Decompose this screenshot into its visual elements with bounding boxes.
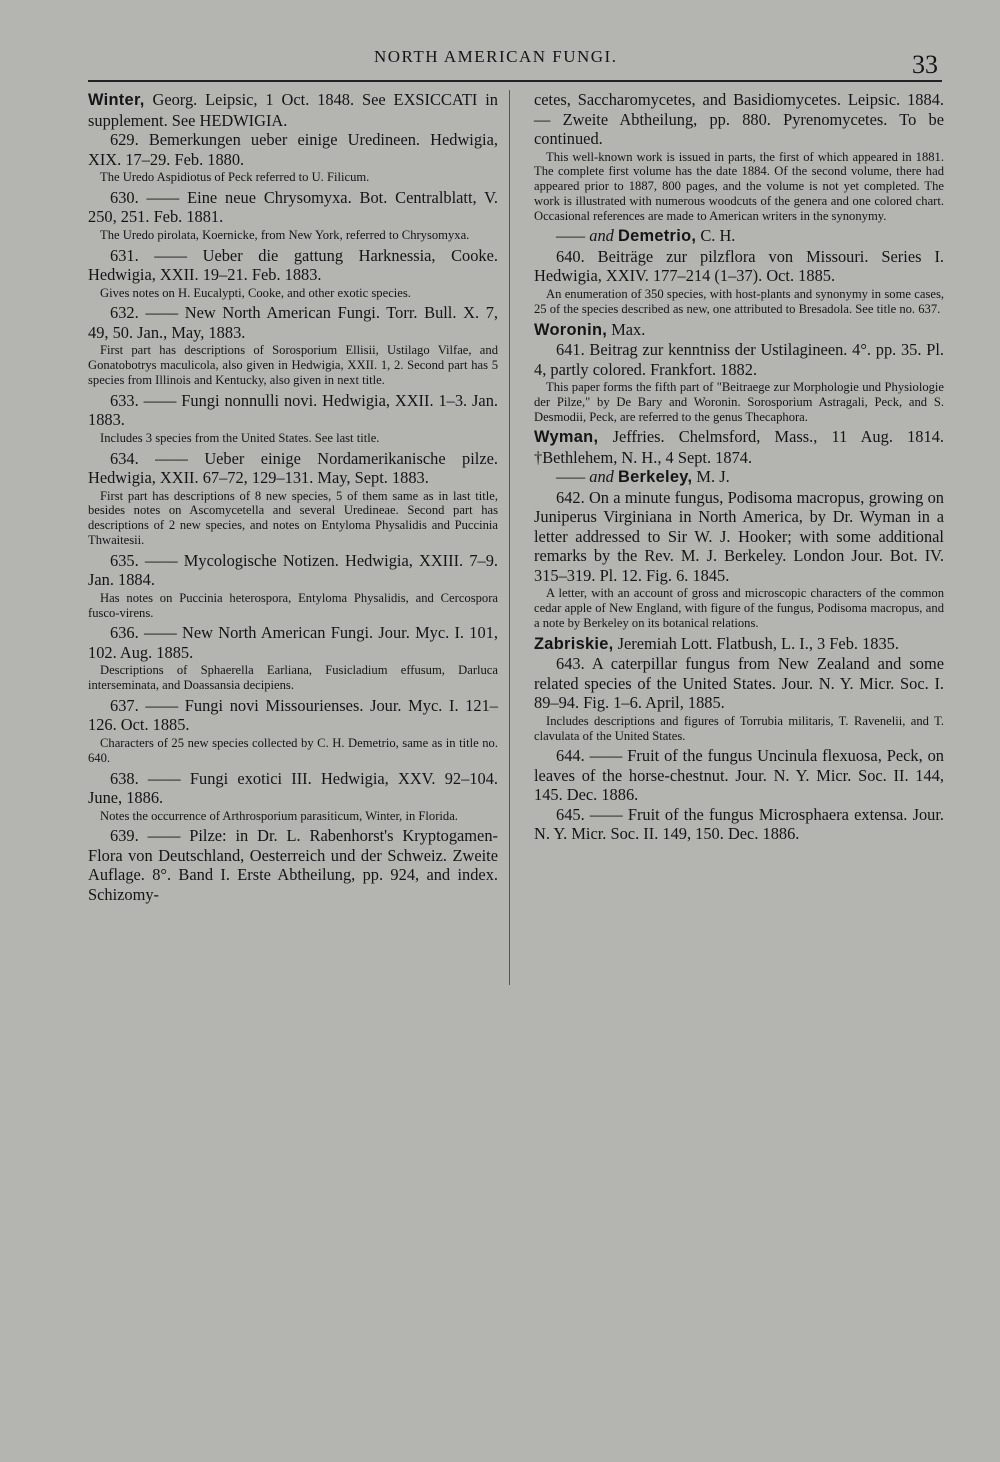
bibliography-entry: 645. —— Fruit of the fungus Microsphaera extensa. Jour. N. Y. Micr. Soc. II. 149, 150. Dec. 1886.: [534, 804, 944, 844]
annotation-note: An enumeration of 350 species, with host-plants and synonymy in some cases, 25 of the species described as new, one attributed to Bresadola. See title no. 637.: [534, 286, 944, 316]
running-title: NORTH AMERICAN FUNGI.: [374, 47, 618, 66]
coauthor-heading: [534, 226, 944, 247]
annotation-note: Characters of 25 new species collected by C. H. Demetrio, same as in title no. 640.: [88, 735, 498, 765]
bibliography-entry: 643. A caterpillar fungus from New Zealand and some related species of the United States. Jour. N. Y. Micr. Soc. I. 89–94. Fig. 1–6. April, 1885.: [534, 654, 944, 713]
author-name: Woronin,: [534, 320, 608, 339]
bibliography-entry: 641. Beitrag zur kenntniss der Ustilagineen. 4°. pp. 35. Pl. 4, partly colored. Frankfort. 1882.: [534, 340, 944, 379]
coauthor-heading: [534, 467, 944, 488]
annotation-note: Descriptions of Sphaerella Earliana, Fusicladium effusum, Darluca interseminata, and Doassansia decipiens.: [88, 663, 498, 693]
annotation-note: The Uredo pirolata, Koernicke, from New York, referred to Chrysomyxa.: [100, 227, 470, 242]
annotation-note: The Uredo Aspidiotus of Peck referred to U. Filicum.: [100, 170, 370, 184]
author-heading: [534, 634, 944, 655]
bibliography-entry: 634. —— Ueber einige Nordamerikanische pilze. Hedwigia, XXII. 67–72, 129–131. May, Sept. 1883.: [88, 448, 498, 488]
entry-continuation: cetes, Saccharomycetes, and Basidiomycetes. Leipsic. 1884. — Zweite Abtheilung, pp. 880. Pyrenomycetes. To be continued.: [534, 90, 944, 148]
bibliography-entry: 635. —— Mycologische Notizen. Hedwigia, XXIII. 7–9. Jan. 1884.: [88, 550, 498, 590]
author-heading: [534, 320, 944, 341]
coauthor-prefix: —— and: [556, 467, 618, 487]
author-heading: [534, 427, 944, 467]
bibliography-entry: 640. Beiträge zur pilzflora von Missouri. Series I. Hedwigia, XXIV. 177–214 (1–37). Oct. 1885.: [534, 246, 944, 286]
author-details: C. H.: [696, 226, 736, 246]
bibliography-entry: 638. —— Fungi exotici III. Hedwigia, XXV. 92–104. June, 1886.: [88, 768, 498, 808]
annotation-note: This paper forms the fifth part of "Beitraege zur Morphologie und Physiologie der Pilze," by De Bary and Woronin. Sorosporium Astragali, Peck, and S. Desmodii, Peck, are referred to the genus Thecaphora.: [534, 380, 944, 424]
author-name: Demetrio,: [617, 227, 697, 246]
bibliography-entry: 631. —— Ueber die gattung Harknessia, Cooke. Hedwigia, XXII. 19–21. Feb. 1883.: [88, 245, 498, 285]
author-name: Zabriskie,: [534, 634, 614, 653]
bibliography-entry: 633. —— Fungi nonnulli novi. Hedwigia, XXII. 1–3. Jan. 1883.: [88, 390, 498, 430]
bibliography-entry: 632. —— New North American Fungi. Torr. Bull. X. 7, 49, 50. Jan., May, 1883.: [88, 303, 498, 342]
page-number: 33: [912, 50, 938, 79]
bibliography-entry: 629. Bemerkungen ueber einige Uredineen. Hedwigia, XIX. 17–29. Feb. 1880.: [88, 130, 498, 169]
annotation-note: This well-known work is issued in parts, the first of which appeared in 1881. The complete first volume has the date 1884. Of the second volume, there had appeared prior to 1887, 800 pages, and the volume is not yet completed. The work is illustrated with numerous woodcuts of the genera and one colored chart. Occasional references are made to American writers in the synonymy.: [534, 149, 944, 223]
bibliography-entry: 642. On a minute fungus, Podisoma macropus, growing on Juniperus Virginiana in North America, by Dr. Wyman in a letter addressed to Sir W. J. Hooker; with some additional remarks by the Rev. M. J. Berkeley. London Jour. Bot. IV. 315–319. Pl. 12. Fig. 6. 1845.: [534, 487, 944, 585]
coauthor-prefix: —— and: [556, 226, 618, 246]
author-name: Winter,: [88, 91, 145, 109]
annotation-note: Gives notes on H. Eucalypti, Cooke, and other exotic species.: [100, 285, 411, 300]
annotation-note: Has notes on Puccinia heterospora, Entyloma Physalidis, and Cercospora fusco-virens.: [88, 590, 498, 620]
bibliography-entry: 644. —— Fruit of the fungus Uncinula flexuosa, Peck, on leaves of the horse-chestnut. Jour. N. Y. Micr. Soc. II. 144, 145. Dec. 1886.: [534, 746, 944, 805]
author-details: Georg. Leipsic, 1 Oct. 1848. See EXSICCATI in supplement. See HEDWIGIA.: [88, 90, 498, 130]
bibliography-entry: 630. —— Eine neue Chrysomyxa. Bot. Centralblatt, V. 250, 251. Feb. 1881.: [88, 187, 498, 227]
column-divider: [509, 90, 510, 985]
author-details: Max.: [607, 319, 646, 339]
author-name: Wyman,: [534, 428, 599, 447]
bibliography-entry: 636. —— New North American Fungi. Jour. Myc. I. 101, 102. Aug. 1885.: [88, 623, 498, 662]
annotation-note: First part has descriptions of Sorosporium Ellisii, Ustilago Vilfae, and Gonatobotrys maculicola, also given in Hedwigia, XXII. 1, 2. Second part has 5 species from Illinois and Kentucky, also given in next title.: [88, 343, 498, 387]
author-details: M. J.: [692, 467, 730, 487]
author-details: Jeffries. Chelmsford, Mass., 11 Aug. 1814. †Bethlehem, N. H., 4 Sept. 1874.: [534, 427, 944, 467]
author-name: Berkeley,: [617, 468, 693, 487]
left-column: [88, 90, 498, 904]
annotation-note: A letter, with an account of gross and microscopic characters of the common cedar apple of New England, with figure of the fungus, Podisoma macropus, and a note by Berkeley on its botanical relations.: [534, 586, 944, 631]
author-heading: [88, 90, 498, 130]
header-rule: [88, 80, 942, 82]
annotation-note: Notes the occurrence of Arthrosporium parasiticum, Winter, in Florida.: [100, 808, 458, 823]
bibliography-entry: 639. —— Pilze: in Dr. L. Rabenhorst's Kryptogamen-Flora von Deutschland, Oesterreich und der Schweiz. Zweite Auflage. 8°. Band I. Erste Abtheilung, pp. 924, and index. Schizomy-: [88, 826, 498, 904]
annotation-note: Includes 3 species from the United States. See last title.: [100, 430, 380, 445]
author-details: Jeremiah Lott. Flatbush, L. I., 3 Feb. 1835.: [613, 633, 899, 653]
right-column: [534, 90, 944, 844]
annotation-note: Includes descriptions and figures of Torrubia militaris, T. Ravenelii, and T. clavulata of the United States.: [534, 713, 944, 743]
annotation-note: First part has descriptions of 8 new species, 5 of them same as in last title, besides notes on Ascomycetella and several Uredineae. Second part has descriptions of 2 new species, and notes on Entyloma Physalidis and Puccinia Thwaitesii.: [88, 488, 498, 547]
bibliography-entry: 637. —— Fungi novi Missourienses. Jour. Myc. I. 121–126. Oct. 1885.: [88, 695, 498, 735]
